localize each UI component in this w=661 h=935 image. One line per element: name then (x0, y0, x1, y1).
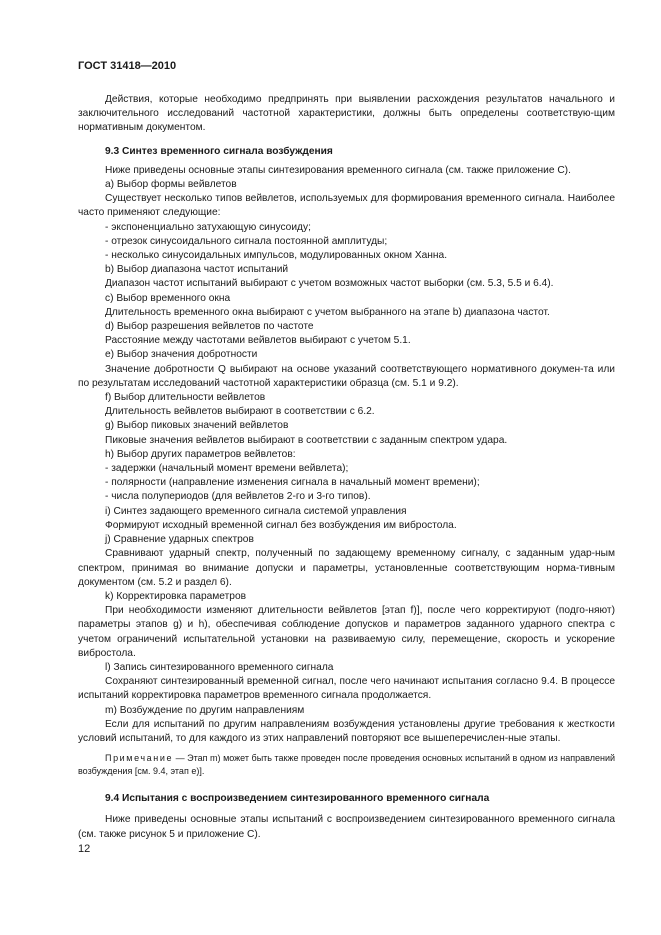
step-l-heading: l) Запись синтезированного временного сигнала (105, 661, 334, 673)
paragraph: Сравнивают ударный спектр, полученный по задающему временному сигналу, с заданным удар-ным спектром, принимая во внимание допуски и параметры, установленные соответствующим норма-тивным документом (см. 5.2 и раздел 6). (78, 548, 615, 588)
step-i-heading: i) Синтез задающего временного сигнала системой управления (105, 505, 407, 517)
paragraph: Сохраняют синтезированный временной сигнал, после чего начинают испытания согласно 9.4. В процессе испытаний корректировка параметров временного сигнала продолжается. (78, 676, 615, 702)
paragraph: Действия, которые необходимо предпринять при выявлении расхождения результатов начального и заключительного исследований частотной характеристики, должны быть определены соответствую-щим нормативным документом. (78, 94, 615, 134)
page-number: 12 (78, 843, 91, 855)
step-m-heading: m) Возбуждение по другим направлениям (105, 704, 305, 716)
step-g-heading: g) Выбор пиковых значений вейвлетов (105, 420, 289, 432)
list-item: - полярности (направление изменения сигнала в начальный момент времени); (105, 477, 480, 489)
step-a-heading: a) Выбор формы вейвлетов (105, 179, 237, 191)
paragraph: Ниже приведены основные этапы испытаний с воспроизведением синтезированного временного сигнала (см. также рисунок 5 и приложение С). (78, 814, 615, 840)
list-item: - отрезок синусоидального сигнала постоянной амплитуды; (105, 235, 388, 247)
paragraph: Значение добротности Q выбирают на основе указаний соответствующего нормативного докумен-та или по результатам исследований частотной характеристики образца (см. 5.1 и 9.2). (78, 363, 615, 389)
list-item: - числа полупериодов (для вейвлетов 2-го и 3-го типов). (105, 491, 371, 503)
note (78, 752, 615, 778)
step-k-heading: k) Корректировка параметров (105, 590, 247, 602)
paragraph: Ниже приведены основные этапы синтезирования временного сигнала (см. также приложение С). (105, 164, 571, 176)
list-item: - экспоненциально затухающую синусоиду; (105, 221, 311, 233)
step-d-heading: d) Выбор разрешения вейвлетов по частоте (105, 321, 314, 333)
paragraph: При необходимости изменяют длительности вейвлетов [этап f)], после чего корректируют (подго-няют) параметры этапов g) и h), обеспечивая соблюдение допусков и параметров заданного ударного спектра с учетом ограничений испытательной установки на развиваемую силу, перемещение, скорость и ускорение вибростола. (78, 605, 615, 659)
note-text: — Этап m) может быть также проведен после проведения основных испытаний в одном из направлений возбуждения [см. 9.4, этап e)]. (78, 753, 615, 777)
note-label: Примечание (105, 753, 174, 764)
paragraph: Расстояние между частотами вейвлетов выбирают с учетом 5.1. (105, 335, 411, 347)
document-body (78, 93, 615, 842)
document-header: ГОСТ 31418—2010 (78, 60, 177, 72)
paragraph: Длительность временного окна выбирают с учетом выбранного на этапе b) диапазона частот. (105, 306, 550, 318)
paragraph: Существует несколько типов вейвлетов, используемых для формирования временного сигнала. Наиболее часто применяют следующие: (78, 193, 615, 219)
step-c-heading: c) Выбор временного окна (105, 292, 231, 304)
paragraph: Если для испытаний по другим направлениям возбуждения установлены другие требования к жесткости условий испытаний, то для каждого из этих направлений повторяют все вышеперечислен-ные этапы. (78, 718, 615, 744)
step-e-heading: e) Выбор значения добротности (105, 349, 258, 361)
list-item: - задержки (начальный момент времени вейвлета); (105, 463, 349, 475)
section-heading-9-3: 9.3 Синтез временного сигнала возбуждения (105, 145, 333, 157)
paragraph: Диапазон частот испытаний выбирают с учетом возможных частот выборки (см. 5.3, 5.5 и 6.4). (105, 278, 554, 290)
paragraph: Пиковые значения вейвлетов выбирают в соответствии с заданным спектром удара. (105, 434, 508, 446)
step-j-heading: j) Сравнение ударных спектров (105, 534, 254, 546)
section-heading-9-4: 9.4 Испытания с воспроизведением синтезированного временного сигнала (105, 793, 490, 805)
paragraph: Формируют исходный временной сигнал без возбуждения им вибростола. (105, 519, 457, 531)
step-h-heading: h) Выбор других параметров вейвлетов: (105, 448, 296, 460)
paragraph: Длительность вейвлетов выбирают в соответствии с 6.2. (105, 406, 375, 418)
step-b-heading: b) Выбор диапазона частот испытаний (105, 264, 289, 276)
list-item: - несколько синусоидальных импульсов, модулированных окном Ханна. (105, 250, 448, 262)
step-f-heading: f) Выбор длительности вейвлетов (105, 392, 266, 404)
